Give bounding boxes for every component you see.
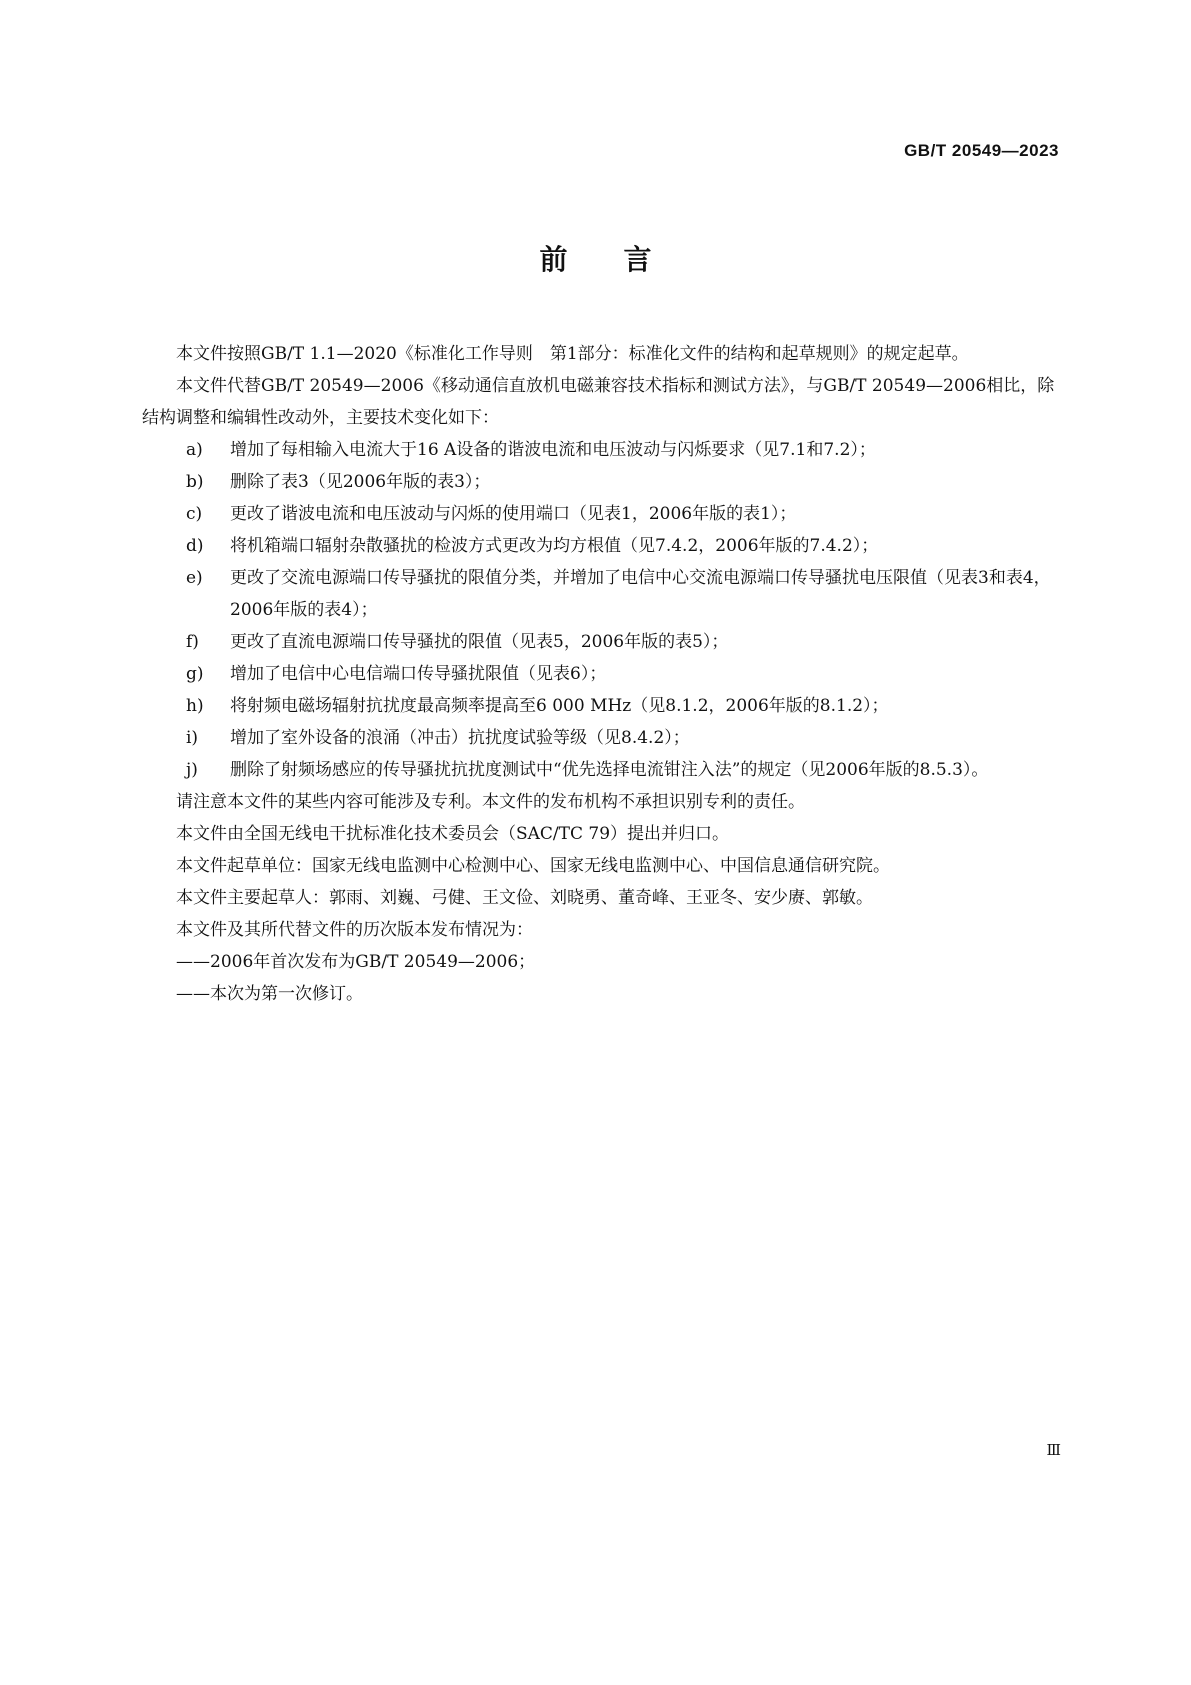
list-item-text: 更改了直流电源端口传导骚扰的限值（见表5，2006年版的表5）； xyxy=(230,632,729,652)
paragraph-drafters: 本文件主要起草人：郭雨、刘巍、弓健、王文俭、刘晓勇、董奇峰、王亚冬、安少赓、郭敏。 xyxy=(176,888,873,908)
list-item xyxy=(142,530,1059,562)
paragraph-drafting-rules: 本文件按照GB/T 1.1—2020《标准化工作导则 第1部分：标准化文件的结构和起草规则》的规定起草。 xyxy=(176,344,969,364)
list-item-text: 增加了每相输入电流大于16 A设备的谐波电流和电压波动与闪烁要求（见7.1和7.2）； xyxy=(230,440,876,460)
list-item xyxy=(142,754,1059,786)
paragraph-history-intro: 本文件及其所代替文件的历次版本发布情况为： xyxy=(176,920,533,940)
list-item xyxy=(142,722,1059,754)
list-item-mark: a) xyxy=(186,440,203,460)
list-item-text: 更改了交流电源端口传导骚扰的限值分类，并增加了电信中心交流电源端口传导骚扰电压限值（见表3和表4，2006年版的表4）； xyxy=(230,568,1051,620)
list-item-mark: e) xyxy=(186,568,203,588)
list-item-text: 删除了表3（见2006年版的表3）； xyxy=(230,472,491,492)
standard-number: GB/T 20549—2023 xyxy=(904,141,1059,160)
paragraph-proposed-by: 本文件由全国无线电干扰标准化技术委员会（SAC/TC 79）提出并归口。 xyxy=(176,824,730,844)
paragraph-patent-notice: 请注意本文件的某些内容可能涉及专利。本文件的发布机构不承担识别专利的责任。 xyxy=(176,792,805,812)
list-item xyxy=(142,434,1059,466)
list-item xyxy=(142,626,1059,658)
list-item xyxy=(142,466,1059,498)
paragraph-drafting-units: 本文件起草单位：国家无线电监测中心检测中心、国家无线电监测中心、中国信息通信研究院。 xyxy=(176,856,890,876)
history-item: ——2006年首次发布为GB/T 20549—2006； xyxy=(176,952,536,972)
list-item-mark: i) xyxy=(186,728,199,748)
list-item-mark: j) xyxy=(186,760,198,780)
list-item xyxy=(142,658,1059,690)
list-item-mark: b) xyxy=(186,472,204,492)
list-item-mark: h) xyxy=(186,696,204,716)
list-item xyxy=(142,498,1059,530)
history-item: ——本次为第一次修订。 xyxy=(176,984,363,1004)
technical-changes-list xyxy=(142,434,1059,786)
page-title: 前言 xyxy=(539,243,708,276)
foreword-body xyxy=(142,338,1059,1010)
list-item-text: 增加了室外设备的浪涌（冲击）抗扰度试验等级（见8.4.2）； xyxy=(230,728,690,748)
list-item-mark: g) xyxy=(186,664,204,684)
list-item-mark: f) xyxy=(186,632,199,652)
list-item xyxy=(142,690,1059,722)
list-item-text: 增加了电信中心电信端口传导骚扰限值（见表6）； xyxy=(230,664,607,684)
page-number: Ⅲ xyxy=(1046,1441,1061,1459)
list-item xyxy=(142,562,1059,626)
list-item-text: 将机箱端口辐射杂散骚扰的检波方式更改为均方根值（见7.4.2，2006年版的7.4.2）； xyxy=(230,536,879,556)
list-item-mark: c) xyxy=(186,504,203,524)
list-item-text: 更改了谐波电流和电压波动与闪烁的使用端口（见表1，2006年版的表1）； xyxy=(230,504,797,524)
list-item-text: 删除了射频场感应的传导骚扰抗扰度测试中“优先选择电流钳注入法”的规定（见2006年版的8.5.3）。 xyxy=(230,760,989,780)
paragraph-replacement: 本文件代替GB/T 20549—2006《移动通信直放机电磁兼容技术指标和测试方法》，与GB/T 20549—2006相比，除结构调整和编辑性改动外，主要技术变化如下： xyxy=(142,376,1055,428)
list-item-text: 将射频电磁场辐射抗扰度最高频率提高至6 000 MHz（见8.1.2，2006年版的8.1.2）； xyxy=(230,696,889,716)
list-item-mark: d) xyxy=(186,536,204,556)
